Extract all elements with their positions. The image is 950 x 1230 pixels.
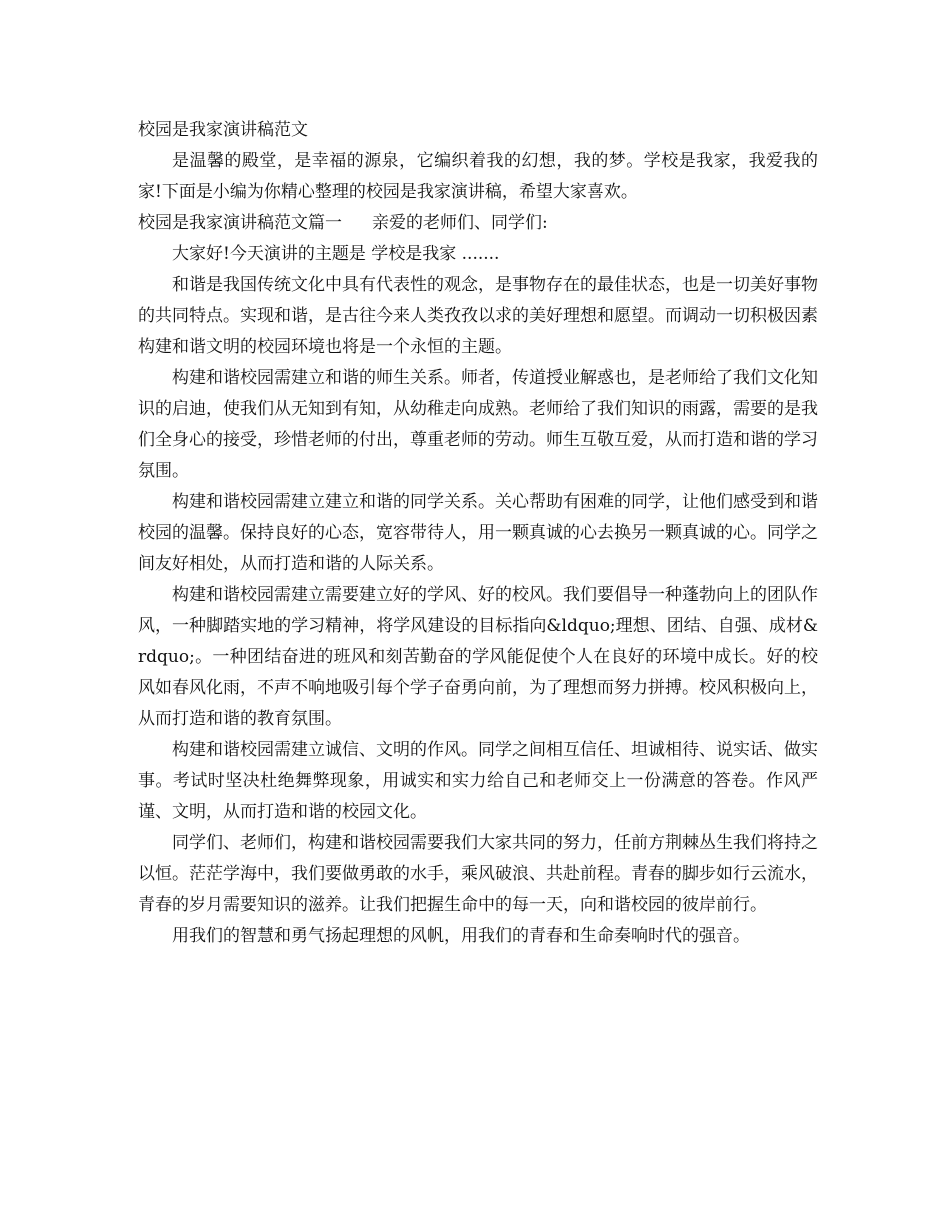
body-paragraph: 构建和谐校园需建立需要建立好的学风、好的校风。我们要倡导一种蓬勃向上的团队作风，一种脚踏实地的学习精神，将学风建设的目标指向&ldquo;理想、团结、自强、成材&rdquo;。一种团结奋进的班风和刻苦勤奋的学风能促使个人在良好的环境中成长。好的校风如春风化雨，不声不响地吸引每个学子奋勇向前，为了理想而努力拼搏。校风积极向上，从而打造和谐的教育氛围。	[138, 585, 818, 729]
document-body	[138, 115, 818, 952]
body-paragraph: 构建和谐校园需建立和谐的师生关系。师者，传道授业解惑也，是老师给了我们文化知识的启迪，使我们从无知到有知，从幼稚走向成熟。老师给了我们知识的雨露，需要的是我们全身心的接受，珍惜老师的付出，尊重老师的劳动。师生互敬互爱，从而打造和谐的学习氛围。	[138, 368, 818, 481]
document-title: 校园是我家演讲稿范文	[138, 120, 308, 140]
greeting-line: 大家好!今天演讲的主题是 学校是我家 .......	[172, 244, 500, 264]
body-paragraph: 构建和谐校园需建立建立和谐的同学关系。关心帮助有困难的同学，让他们感受到和谐校园的温馨。保持良好的心态，宽容带待人，用一颗真诚的心去换另一颗真诚的心。同学之间友好相处，从而打造和谐的人际关系。	[138, 492, 818, 574]
closing-paragraph: 用我们的智慧和勇气扬起理想的风帆，用我们的青春和生命奏响时代的强音。	[172, 926, 750, 946]
body-paragraph: 构建和谐校园需建立诚信、文明的作风。同学之间相互信任、坦诚相待、说实话、做实事。考试时坚决杜绝舞弊现象，用诚实和实力给自己和老师交上一份满意的答卷。作风严谨、文明，从而打造和谐的校园文化。	[138, 740, 818, 822]
section-heading: 校园是我家演讲稿范文篇一	[138, 213, 342, 233]
section-heading-line	[138, 208, 818, 239]
body-paragraph: 和谐是我国传统文化中具有代表性的观念，是事物存在的最佳状态，也是一切美好事物的共同特点。实现和谐，是古往今来人类孜孜以求的美好理想和愿望。而调动一切积极因素构建和谐文明的校园环境也将是一个永恒的主题。	[138, 275, 818, 357]
salutation: 亲爱的老师们、同学们:	[372, 213, 548, 233]
body-paragraph: 同学们、老师们，构建和谐校园需要我们大家共同的努力，任前方荆棘丛生我们将持之以恒。茫茫学海中，我们要做勇敢的水手，乘风破浪、共赴前程。青春的脚步如行云流水，青春的岁月需要知识的滋养。让我们把握生命中的每一天，向和谐校园的彼岸前行。	[138, 833, 818, 915]
intro-paragraph: 是温馨的殿堂，是幸福的源泉，它编织着我的幻想，我的梦。学校是我家，我爱我的家!下面是小编为你精心整理的校园是我家演讲稿，希望大家喜欢。	[138, 151, 818, 202]
